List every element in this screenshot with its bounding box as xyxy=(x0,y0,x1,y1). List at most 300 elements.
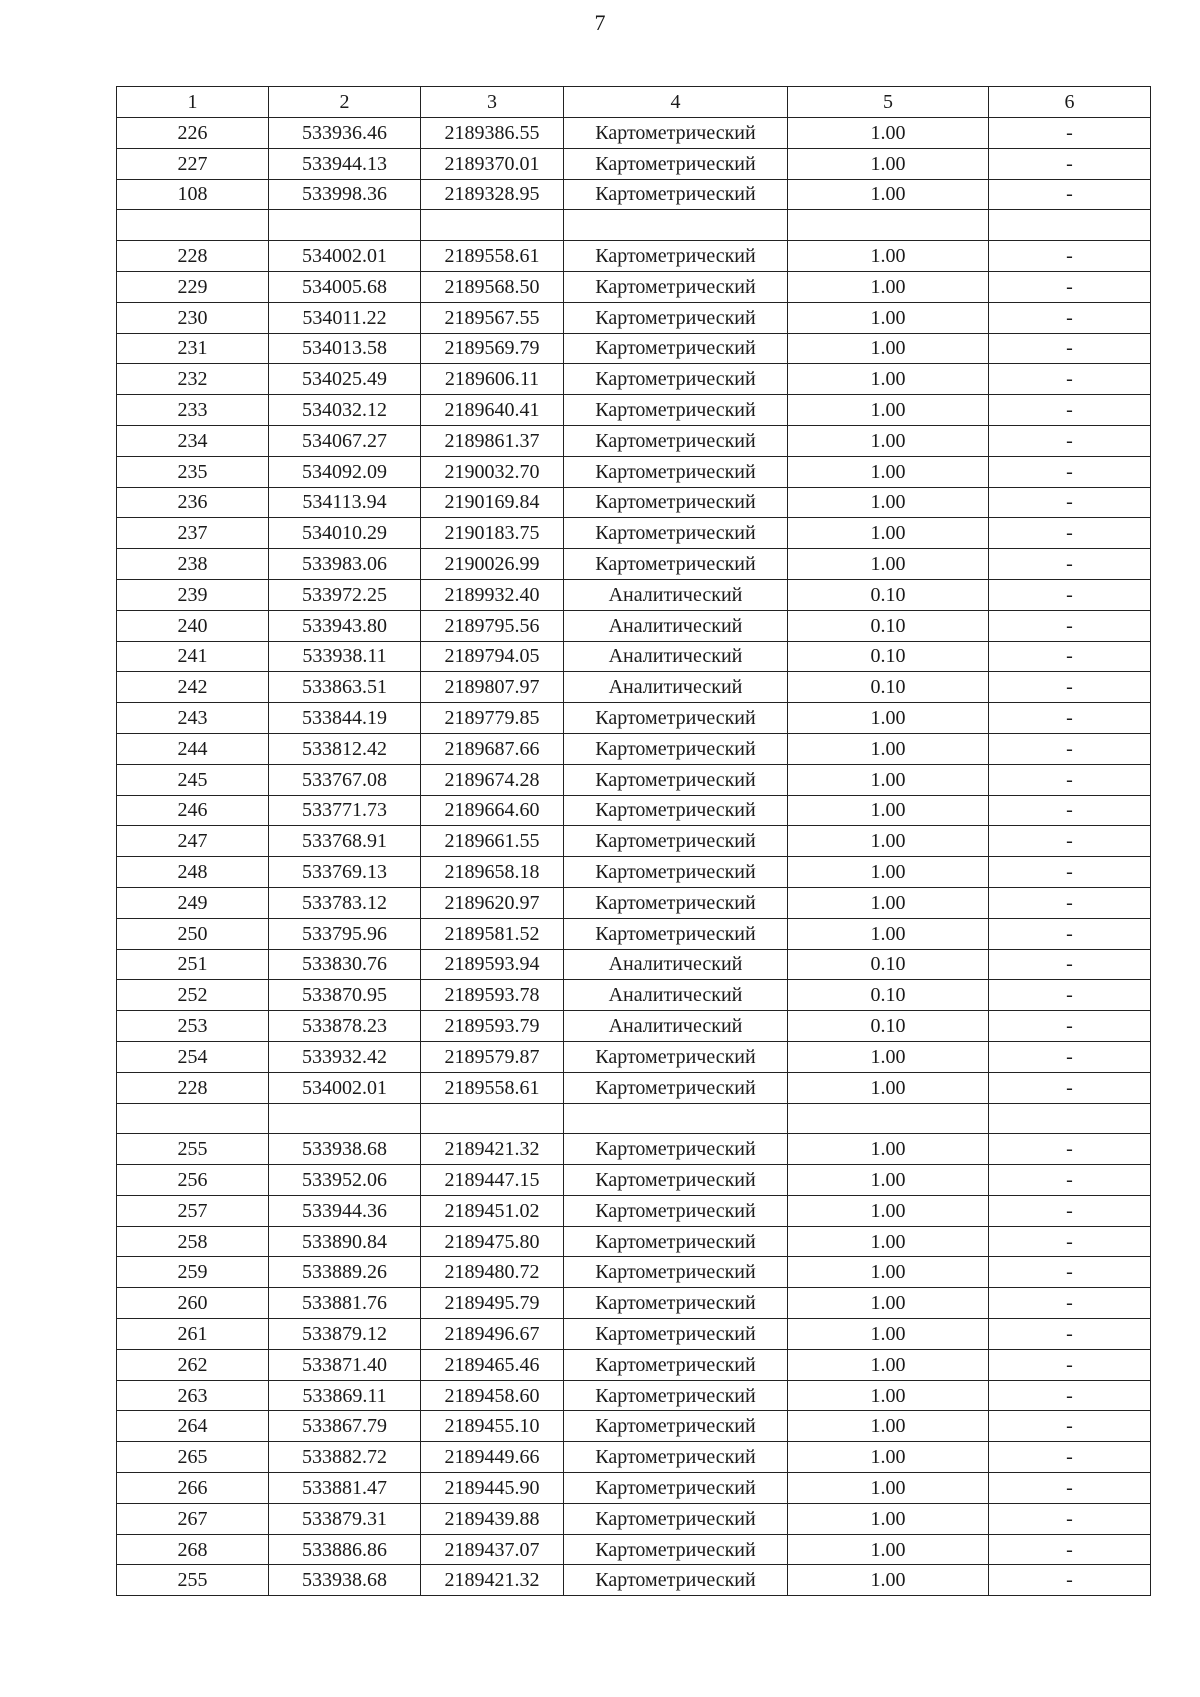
table-row xyxy=(117,887,1151,918)
accuracy-cell: 1.00 xyxy=(788,1041,989,1072)
accuracy-cell xyxy=(788,210,989,241)
table-row xyxy=(117,1134,1151,1165)
accuracy-cell: 1.00 xyxy=(788,918,989,949)
method-cell: Картометрический xyxy=(564,795,788,826)
table-row xyxy=(117,364,1151,395)
description-cell: - xyxy=(989,949,1151,980)
y-coordinate-cell: 2189779.85 xyxy=(421,703,564,734)
x-coordinate-cell: 533881.76 xyxy=(269,1288,421,1319)
description-cell xyxy=(989,210,1151,241)
description-cell: - xyxy=(989,672,1151,703)
point-number-cell: 256 xyxy=(117,1165,269,1196)
accuracy-cell: 0.10 xyxy=(788,980,989,1011)
y-coordinate-cell: 2189465.46 xyxy=(421,1349,564,1380)
x-coordinate-cell: 533944.36 xyxy=(269,1195,421,1226)
coordinates-table xyxy=(116,86,1151,1596)
description-cell: - xyxy=(989,487,1151,518)
table-row xyxy=(117,1380,1151,1411)
point-number-cell: 231 xyxy=(117,333,269,364)
x-coordinate-cell: 533879.31 xyxy=(269,1503,421,1534)
method-cell: Картометрический xyxy=(564,1195,788,1226)
point-number-cell: 227 xyxy=(117,148,269,179)
y-coordinate-cell: 2189437.07 xyxy=(421,1534,564,1565)
description-cell: - xyxy=(989,1411,1151,1442)
accuracy-cell: 1.00 xyxy=(788,703,989,734)
description-cell: - xyxy=(989,610,1151,641)
point-number-cell: 249 xyxy=(117,887,269,918)
x-coordinate-cell: 533936.46 xyxy=(269,118,421,149)
y-coordinate-cell: 2189593.79 xyxy=(421,1011,564,1042)
x-coordinate-cell: 533938.68 xyxy=(269,1134,421,1165)
table-row xyxy=(117,395,1151,426)
method-cell: Картометрический xyxy=(564,1565,788,1596)
table-row xyxy=(117,179,1151,210)
accuracy-cell: 1.00 xyxy=(788,826,989,857)
point-number-cell: 259 xyxy=(117,1257,269,1288)
point-number-cell: 255 xyxy=(117,1134,269,1165)
x-coordinate-cell: 533881.47 xyxy=(269,1473,421,1504)
description-cell: - xyxy=(989,826,1151,857)
y-coordinate-cell: 2189568.50 xyxy=(421,271,564,302)
table-row xyxy=(117,641,1151,672)
description-cell: - xyxy=(989,1165,1151,1196)
point-number-cell: 228 xyxy=(117,241,269,272)
y-coordinate-cell: 2189620.97 xyxy=(421,887,564,918)
method-cell: Картометрический xyxy=(564,733,788,764)
method-cell: Картометрический xyxy=(564,1411,788,1442)
method-cell: Аналитический xyxy=(564,949,788,980)
method-cell: Картометрический xyxy=(564,1257,788,1288)
table-row xyxy=(117,518,1151,549)
y-coordinate-cell: 2190169.84 xyxy=(421,487,564,518)
accuracy-cell: 1.00 xyxy=(788,364,989,395)
accuracy-cell: 1.00 xyxy=(788,1411,989,1442)
accuracy-cell xyxy=(788,1103,989,1134)
y-coordinate-cell: 2189475.80 xyxy=(421,1226,564,1257)
table-header-row xyxy=(117,87,1151,118)
x-coordinate-cell: 533938.68 xyxy=(269,1565,421,1596)
point-number-cell: 248 xyxy=(117,857,269,888)
x-coordinate-cell xyxy=(269,210,421,241)
description-cell: - xyxy=(989,1503,1151,1534)
point-number-cell: 264 xyxy=(117,1411,269,1442)
accuracy-cell: 1.00 xyxy=(788,1134,989,1165)
description-cell: - xyxy=(989,118,1151,149)
accuracy-cell: 1.00 xyxy=(788,1565,989,1596)
column-header: 6 xyxy=(989,87,1151,118)
table-row xyxy=(117,118,1151,149)
description-cell: - xyxy=(989,1473,1151,1504)
method-cell: Аналитический xyxy=(564,641,788,672)
x-coordinate-cell: 533983.06 xyxy=(269,549,421,580)
point-number-cell: 268 xyxy=(117,1534,269,1565)
column-header: 5 xyxy=(788,87,989,118)
point-number-cell: 265 xyxy=(117,1442,269,1473)
accuracy-cell: 1.00 xyxy=(788,887,989,918)
table-row xyxy=(117,1349,1151,1380)
point-number-cell: 245 xyxy=(117,764,269,795)
accuracy-cell: 1.00 xyxy=(788,1473,989,1504)
method-cell: Картометрический xyxy=(564,425,788,456)
description-cell: - xyxy=(989,271,1151,302)
description-cell: - xyxy=(989,549,1151,580)
accuracy-cell: 1.00 xyxy=(788,425,989,456)
accuracy-cell: 1.00 xyxy=(788,241,989,272)
accuracy-cell: 0.10 xyxy=(788,1011,989,1042)
accuracy-cell: 1.00 xyxy=(788,1072,989,1103)
point-number-cell: 236 xyxy=(117,487,269,518)
table-row xyxy=(117,1072,1151,1103)
description-cell: - xyxy=(989,1257,1151,1288)
table-row xyxy=(117,826,1151,857)
y-coordinate-cell: 2189640.41 xyxy=(421,395,564,426)
point-number-cell: 229 xyxy=(117,271,269,302)
x-coordinate-cell: 533878.23 xyxy=(269,1011,421,1042)
point-number-cell: 255 xyxy=(117,1565,269,1596)
x-coordinate-cell: 533867.79 xyxy=(269,1411,421,1442)
description-cell xyxy=(989,1103,1151,1134)
accuracy-cell: 1.00 xyxy=(788,1195,989,1226)
accuracy-cell: 1.00 xyxy=(788,1319,989,1350)
accuracy-cell: 1.00 xyxy=(788,118,989,149)
method-cell: Картометрический xyxy=(564,1134,788,1165)
description-cell: - xyxy=(989,364,1151,395)
x-coordinate-cell: 534067.27 xyxy=(269,425,421,456)
table-row xyxy=(117,795,1151,826)
method-cell: Картометрический xyxy=(564,918,788,949)
description-cell: - xyxy=(989,1072,1151,1103)
accuracy-cell: 1.00 xyxy=(788,487,989,518)
point-number-cell: 243 xyxy=(117,703,269,734)
description-cell: - xyxy=(989,1380,1151,1411)
accuracy-cell: 1.00 xyxy=(788,1288,989,1319)
x-coordinate-cell: 533767.08 xyxy=(269,764,421,795)
x-coordinate-cell: 533998.36 xyxy=(269,179,421,210)
point-number-cell: 242 xyxy=(117,672,269,703)
y-coordinate-cell: 2189794.05 xyxy=(421,641,564,672)
method-cell: Картометрический xyxy=(564,1442,788,1473)
x-coordinate-cell: 533886.86 xyxy=(269,1534,421,1565)
x-coordinate-cell: 533932.42 xyxy=(269,1041,421,1072)
method-cell: Картометрический xyxy=(564,333,788,364)
accuracy-cell: 1.00 xyxy=(788,302,989,333)
x-coordinate-cell: 533768.91 xyxy=(269,826,421,857)
accuracy-cell: 1.00 xyxy=(788,1165,989,1196)
point-number-cell xyxy=(117,1103,269,1134)
description-cell: - xyxy=(989,1041,1151,1072)
table-row xyxy=(117,302,1151,333)
method-cell: Картометрический xyxy=(564,1165,788,1196)
point-number-cell: 253 xyxy=(117,1011,269,1042)
y-coordinate-cell xyxy=(421,210,564,241)
x-coordinate-cell: 534010.29 xyxy=(269,518,421,549)
y-coordinate-cell: 2189449.66 xyxy=(421,1442,564,1473)
point-number-cell: 237 xyxy=(117,518,269,549)
accuracy-cell: 1.00 xyxy=(788,795,989,826)
y-coordinate-cell: 2190026.99 xyxy=(421,549,564,580)
accuracy-cell: 0.10 xyxy=(788,949,989,980)
x-coordinate-cell: 533972.25 xyxy=(269,579,421,610)
table-row xyxy=(117,1473,1151,1504)
y-coordinate-cell: 2189795.56 xyxy=(421,610,564,641)
table-row xyxy=(117,764,1151,795)
description-cell: - xyxy=(989,980,1151,1011)
x-coordinate-cell: 533944.13 xyxy=(269,148,421,179)
x-coordinate-cell: 534092.09 xyxy=(269,456,421,487)
accuracy-cell: 1.00 xyxy=(788,1226,989,1257)
table-row xyxy=(117,949,1151,980)
description-cell: - xyxy=(989,1349,1151,1380)
y-coordinate-cell: 2189370.01 xyxy=(421,148,564,179)
x-coordinate-cell: 534011.22 xyxy=(269,302,421,333)
y-coordinate-cell: 2190183.75 xyxy=(421,518,564,549)
accuracy-cell: 1.00 xyxy=(788,518,989,549)
point-number-cell: 228 xyxy=(117,1072,269,1103)
y-coordinate-cell: 2189593.94 xyxy=(421,949,564,980)
table-row xyxy=(117,1442,1151,1473)
accuracy-cell: 1.00 xyxy=(788,549,989,580)
table-row xyxy=(117,549,1151,580)
table-row xyxy=(117,610,1151,641)
y-coordinate-cell: 2189569.79 xyxy=(421,333,564,364)
description-cell: - xyxy=(989,1011,1151,1042)
description-cell: - xyxy=(989,795,1151,826)
point-number-cell: 261 xyxy=(117,1319,269,1350)
point-number-cell: 250 xyxy=(117,918,269,949)
method-cell: Картометрический xyxy=(564,857,788,888)
method-cell: Картометрический xyxy=(564,1041,788,1072)
accuracy-cell: 1.00 xyxy=(788,148,989,179)
description-cell: - xyxy=(989,395,1151,426)
table-row xyxy=(117,918,1151,949)
accuracy-cell: 0.10 xyxy=(788,641,989,672)
point-number-cell: 246 xyxy=(117,795,269,826)
method-cell: Картометрический xyxy=(564,1319,788,1350)
y-coordinate-cell: 2189658.18 xyxy=(421,857,564,888)
y-coordinate-cell: 2189674.28 xyxy=(421,764,564,795)
x-coordinate-cell: 533869.11 xyxy=(269,1380,421,1411)
method-cell: Картометрический xyxy=(564,148,788,179)
point-number-cell: 252 xyxy=(117,980,269,1011)
method-cell: Картометрический xyxy=(564,549,788,580)
accuracy-cell: 1.00 xyxy=(788,271,989,302)
method-cell: Картометрический xyxy=(564,1226,788,1257)
point-number-cell: 251 xyxy=(117,949,269,980)
x-coordinate-cell: 533795.96 xyxy=(269,918,421,949)
x-coordinate-cell: 533771.73 xyxy=(269,795,421,826)
page-number: 7 xyxy=(594,10,606,35)
point-number-cell: 266 xyxy=(117,1473,269,1504)
point-number-cell: 230 xyxy=(117,302,269,333)
description-cell: - xyxy=(989,148,1151,179)
description-cell: - xyxy=(989,333,1151,364)
table-row xyxy=(117,1041,1151,1072)
x-coordinate-cell: 533812.42 xyxy=(269,733,421,764)
table-row xyxy=(117,1011,1151,1042)
method-cell: Картометрический xyxy=(564,118,788,149)
table-row xyxy=(117,487,1151,518)
y-coordinate-cell: 2189447.15 xyxy=(421,1165,564,1196)
table-row xyxy=(117,1503,1151,1534)
point-number-cell: 254 xyxy=(117,1041,269,1072)
accuracy-cell: 1.00 xyxy=(788,1380,989,1411)
y-coordinate-cell: 2189606.11 xyxy=(421,364,564,395)
table-row xyxy=(117,241,1151,272)
x-coordinate-cell xyxy=(269,1103,421,1134)
x-coordinate-cell: 534013.58 xyxy=(269,333,421,364)
description-cell: - xyxy=(989,579,1151,610)
accuracy-cell: 1.00 xyxy=(788,1534,989,1565)
y-coordinate-cell: 2189496.67 xyxy=(421,1319,564,1350)
accuracy-cell: 1.00 xyxy=(788,179,989,210)
description-cell: - xyxy=(989,241,1151,272)
method-cell: Картометрический xyxy=(564,1380,788,1411)
table-row xyxy=(117,733,1151,764)
description-cell: - xyxy=(989,179,1151,210)
y-coordinate-cell: 2189664.60 xyxy=(421,795,564,826)
method-cell: Картометрический xyxy=(564,1349,788,1380)
table-row xyxy=(117,456,1151,487)
method-cell: Аналитический xyxy=(564,980,788,1011)
method-cell: Картометрический xyxy=(564,271,788,302)
method-cell: Картометрический xyxy=(564,1534,788,1565)
table-row xyxy=(117,1165,1151,1196)
point-number-cell: 232 xyxy=(117,364,269,395)
x-coordinate-cell: 533863.51 xyxy=(269,672,421,703)
x-coordinate-cell: 533783.12 xyxy=(269,887,421,918)
table-row xyxy=(117,1226,1151,1257)
table-row xyxy=(117,1565,1151,1596)
accuracy-cell: 1.00 xyxy=(788,857,989,888)
point-number-cell: 235 xyxy=(117,456,269,487)
description-cell: - xyxy=(989,302,1151,333)
x-coordinate-cell: 534002.01 xyxy=(269,241,421,272)
x-coordinate-cell: 534005.68 xyxy=(269,271,421,302)
x-coordinate-cell: 533879.12 xyxy=(269,1319,421,1350)
method-cell: Картометрический xyxy=(564,518,788,549)
description-cell: - xyxy=(989,1226,1151,1257)
y-coordinate-cell: 2189451.02 xyxy=(421,1195,564,1226)
x-coordinate-cell: 533870.95 xyxy=(269,980,421,1011)
y-coordinate-cell: 2189480.72 xyxy=(421,1257,564,1288)
accuracy-cell: 1.00 xyxy=(788,456,989,487)
method-cell: Картометрический xyxy=(564,487,788,518)
description-cell: - xyxy=(989,425,1151,456)
x-coordinate-cell: 533890.84 xyxy=(269,1226,421,1257)
y-coordinate-cell: 2190032.70 xyxy=(421,456,564,487)
column-header: 3 xyxy=(421,87,564,118)
method-cell: Картометрический xyxy=(564,1503,788,1534)
accuracy-cell: 1.00 xyxy=(788,764,989,795)
method-cell: Картометрический xyxy=(564,703,788,734)
method-cell: Аналитический xyxy=(564,579,788,610)
y-coordinate-cell: 2189421.32 xyxy=(421,1565,564,1596)
description-cell: - xyxy=(989,1442,1151,1473)
point-number-cell: 233 xyxy=(117,395,269,426)
x-coordinate-cell: 533769.13 xyxy=(269,857,421,888)
accuracy-cell: 1.00 xyxy=(788,733,989,764)
table-row xyxy=(117,333,1151,364)
point-number-cell: 238 xyxy=(117,549,269,580)
accuracy-cell: 1.00 xyxy=(788,1442,989,1473)
method-cell: Картометрический xyxy=(564,302,788,333)
accuracy-cell: 1.00 xyxy=(788,1257,989,1288)
accuracy-cell: 0.10 xyxy=(788,579,989,610)
y-coordinate-cell: 2189445.90 xyxy=(421,1473,564,1504)
description-cell: - xyxy=(989,857,1151,888)
column-header: 2 xyxy=(269,87,421,118)
method-cell xyxy=(564,210,788,241)
method-cell: Картометрический xyxy=(564,456,788,487)
point-number-cell: 262 xyxy=(117,1349,269,1380)
y-coordinate-cell: 2189439.88 xyxy=(421,1503,564,1534)
description-cell: - xyxy=(989,733,1151,764)
point-number-cell: 263 xyxy=(117,1380,269,1411)
table-row xyxy=(117,425,1151,456)
y-coordinate-cell: 2189455.10 xyxy=(421,1411,564,1442)
method-cell: Аналитический xyxy=(564,610,788,641)
x-coordinate-cell: 533844.19 xyxy=(269,703,421,734)
x-coordinate-cell: 534032.12 xyxy=(269,395,421,426)
accuracy-cell: 1.00 xyxy=(788,333,989,364)
table-row xyxy=(117,672,1151,703)
x-coordinate-cell: 533889.26 xyxy=(269,1257,421,1288)
y-coordinate-cell: 2189495.79 xyxy=(421,1288,564,1319)
method-cell: Картометрический xyxy=(564,241,788,272)
y-coordinate-cell: 2189861.37 xyxy=(421,425,564,456)
method-cell: Аналитический xyxy=(564,1011,788,1042)
point-number-cell: 240 xyxy=(117,610,269,641)
point-number-cell xyxy=(117,210,269,241)
table-row xyxy=(117,703,1151,734)
y-coordinate-cell: 2189579.87 xyxy=(421,1041,564,1072)
point-number-cell: 267 xyxy=(117,1503,269,1534)
y-coordinate-cell xyxy=(421,1103,564,1134)
x-coordinate-cell: 534002.01 xyxy=(269,1072,421,1103)
point-number-cell: 258 xyxy=(117,1226,269,1257)
description-cell: - xyxy=(989,887,1151,918)
column-header: 1 xyxy=(117,87,269,118)
x-coordinate-cell: 533830.76 xyxy=(269,949,421,980)
x-coordinate-cell: 533938.11 xyxy=(269,641,421,672)
method-cell: Картометрический xyxy=(564,1072,788,1103)
point-number-cell: 241 xyxy=(117,641,269,672)
method-cell: Картометрический xyxy=(564,179,788,210)
point-number-cell: 239 xyxy=(117,579,269,610)
point-number-cell: 247 xyxy=(117,826,269,857)
description-cell: - xyxy=(989,518,1151,549)
table-row xyxy=(117,1103,1151,1134)
table-body xyxy=(117,87,1151,1596)
y-coordinate-cell: 2189807.97 xyxy=(421,672,564,703)
y-coordinate-cell: 2189661.55 xyxy=(421,826,564,857)
table-row xyxy=(117,980,1151,1011)
y-coordinate-cell: 2189328.95 xyxy=(421,179,564,210)
description-cell: - xyxy=(989,1288,1151,1319)
accuracy-cell: 1.00 xyxy=(788,1503,989,1534)
table-row xyxy=(117,1411,1151,1442)
column-header: 4 xyxy=(564,87,788,118)
method-cell: Картометрический xyxy=(564,764,788,795)
x-coordinate-cell: 534113.94 xyxy=(269,487,421,518)
table-row xyxy=(117,1195,1151,1226)
description-cell: - xyxy=(989,456,1151,487)
y-coordinate-cell: 2189558.61 xyxy=(421,1072,564,1103)
table-row xyxy=(117,271,1151,302)
method-cell: Картометрический xyxy=(564,1473,788,1504)
x-coordinate-cell: 533882.72 xyxy=(269,1442,421,1473)
method-cell: Аналитический xyxy=(564,672,788,703)
